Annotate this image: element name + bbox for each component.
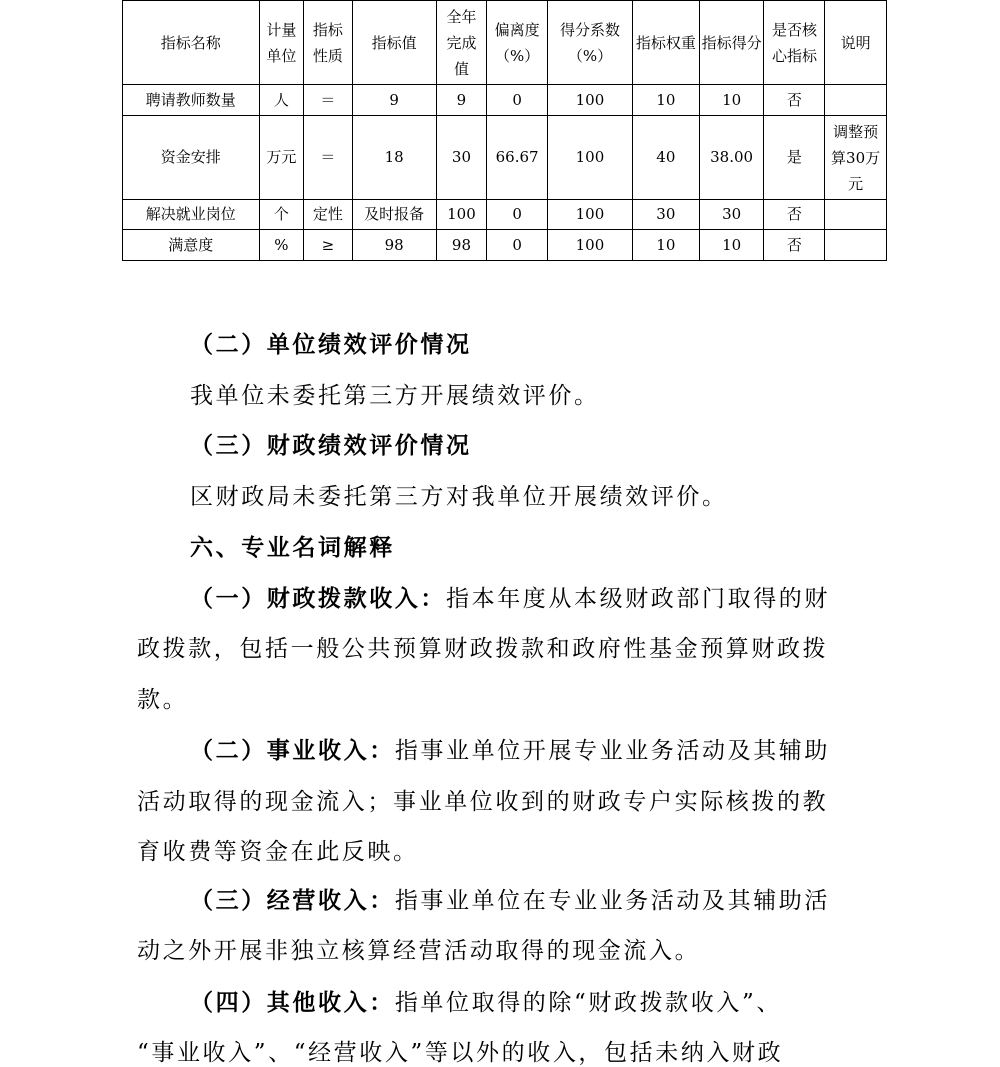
cell-weight: 10 bbox=[632, 230, 699, 261]
cell-unit: 万元 bbox=[259, 116, 304, 200]
glossary-item-4-line-2: “事业收入”、“经营收入”等以外的收入，包括未纳入财政 bbox=[137, 1040, 784, 1066]
cell-deviation: 0 bbox=[487, 85, 548, 116]
cell-score: 30 bbox=[699, 200, 764, 230]
cell-nature: ＝ bbox=[304, 116, 353, 200]
performance-indicator-table bbox=[122, 0, 887, 261]
cell-deviation: 66.67 bbox=[487, 116, 548, 200]
cell-target-value: 98 bbox=[352, 230, 436, 261]
cell-is-core: 否 bbox=[764, 85, 825, 116]
table-row bbox=[123, 116, 887, 200]
glossary-definition: 指事业单位开展专业业务活动及其辅助 bbox=[394, 738, 831, 764]
cell-deviation: 0 bbox=[487, 200, 548, 230]
header-deviation: 偏离度（%） bbox=[487, 1, 548, 85]
glossary-term: （三）经营收入： bbox=[190, 887, 395, 914]
cell-is-core: 否 bbox=[764, 200, 825, 230]
cell-score: 10 bbox=[699, 85, 764, 116]
cell-remark: 调整预算30万元 bbox=[825, 116, 887, 200]
cell-indicator-name: 聘请教师数量 bbox=[123, 85, 260, 116]
finance-eval-heading: （三）财政绩效评价情况 bbox=[190, 432, 472, 459]
glossary-term: （一）财政拨款收入： bbox=[190, 585, 446, 612]
cell-remark bbox=[825, 200, 887, 230]
cell-score-coefficient: 100 bbox=[547, 230, 632, 261]
table-row bbox=[123, 85, 887, 116]
cell-target-value: 18 bbox=[352, 116, 436, 200]
header-is-core: 是否核心指标 bbox=[764, 1, 825, 85]
cell-unit: 人 bbox=[259, 85, 304, 116]
cell-score-coefficient: 100 bbox=[547, 200, 632, 230]
glossary-item-1-line-3: 款。 bbox=[137, 687, 189, 713]
cell-remark bbox=[825, 230, 887, 261]
cell-weight: 30 bbox=[632, 200, 699, 230]
cell-remark bbox=[825, 85, 887, 116]
glossary-item-3-line-1 bbox=[190, 882, 830, 915]
glossary-item-1-line-2: 政拨款，包括一般公共预算财政拨款和政府性基金预算财政拨 bbox=[137, 636, 829, 662]
cell-nature: ＝ bbox=[304, 85, 353, 116]
header-weight: 指标权重 bbox=[632, 1, 699, 85]
cell-annual-completion: 9 bbox=[436, 85, 487, 116]
header-remark: 说明 bbox=[825, 1, 887, 85]
cell-is-core: 否 bbox=[764, 230, 825, 261]
glossary-item-2-line-2: 活动取得的现金流入；事业单位收到的财政专户实际核拨的教 bbox=[137, 789, 829, 815]
table-row bbox=[123, 230, 887, 261]
glossary-item-3-line-2: 动之外开展非独立核算经营活动取得的现金流入。 bbox=[137, 938, 701, 964]
cell-target-value: 9 bbox=[352, 85, 436, 116]
glossary-definition: 指本年度从本级财政部门取得的财 bbox=[446, 586, 830, 612]
glossary-item-4-line-1 bbox=[190, 984, 782, 1017]
header-score: 指标得分 bbox=[699, 1, 764, 85]
glossary-definition: 指单位取得的除“财政拨款收入”、 bbox=[394, 990, 782, 1016]
header-unit: 计量单位 bbox=[259, 1, 304, 85]
cell-score: 38.00 bbox=[699, 116, 764, 200]
cell-unit: % bbox=[259, 230, 304, 261]
table-header-row bbox=[123, 1, 887, 85]
unit-eval-heading: （二）单位绩效评价情况 bbox=[190, 331, 472, 358]
cell-score: 10 bbox=[699, 230, 764, 261]
cell-indicator-name: 满意度 bbox=[123, 230, 260, 261]
cell-weight: 40 bbox=[632, 116, 699, 200]
cell-indicator-name: 解决就业岗位 bbox=[123, 200, 260, 230]
header-target-value: 指标值 bbox=[352, 1, 436, 85]
glossary-heading: 六、专业名词解释 bbox=[190, 535, 395, 561]
unit-eval-text: 我单位未委托第三方开展绩效评价。 bbox=[190, 383, 600, 409]
glossary-term: （二）事业收入： bbox=[190, 737, 395, 764]
finance-eval-text: 区财政局未委托第三方对我单位开展绩效评价。 bbox=[190, 484, 728, 510]
header-indicator-name: 指标名称 bbox=[123, 1, 260, 85]
cell-annual-completion: 30 bbox=[436, 116, 487, 200]
header-score-coefficient: 得分系数（%） bbox=[547, 1, 632, 85]
cell-deviation: 0 bbox=[487, 230, 548, 261]
cell-annual-completion: 100 bbox=[436, 200, 487, 230]
glossary-definition: 指事业单位在专业业务活动及其辅助活 bbox=[394, 888, 831, 914]
glossary-item-1-line-1 bbox=[190, 580, 830, 613]
cell-score-coefficient: 100 bbox=[547, 116, 632, 200]
glossary-item-2-line-1 bbox=[190, 732, 830, 765]
cell-is-core: 是 bbox=[764, 116, 825, 200]
cell-weight: 10 bbox=[632, 85, 699, 116]
cell-annual-completion: 98 bbox=[436, 230, 487, 261]
cell-nature: ≥ bbox=[304, 230, 353, 261]
table-row bbox=[123, 200, 887, 230]
cell-unit: 个 bbox=[259, 200, 304, 230]
header-annual-completion: 全年完成值 bbox=[436, 1, 487, 85]
cell-score-coefficient: 100 bbox=[547, 85, 632, 116]
cell-nature: 定性 bbox=[304, 200, 353, 230]
cell-target-value: 及时报备 bbox=[352, 200, 436, 230]
glossary-term: （四）其他收入： bbox=[190, 989, 395, 1016]
cell-indicator-name: 资金安排 bbox=[123, 116, 260, 200]
header-nature: 指标性质 bbox=[304, 1, 353, 85]
glossary-item-2-line-3: 育收费等资金在此反映。 bbox=[137, 839, 419, 865]
